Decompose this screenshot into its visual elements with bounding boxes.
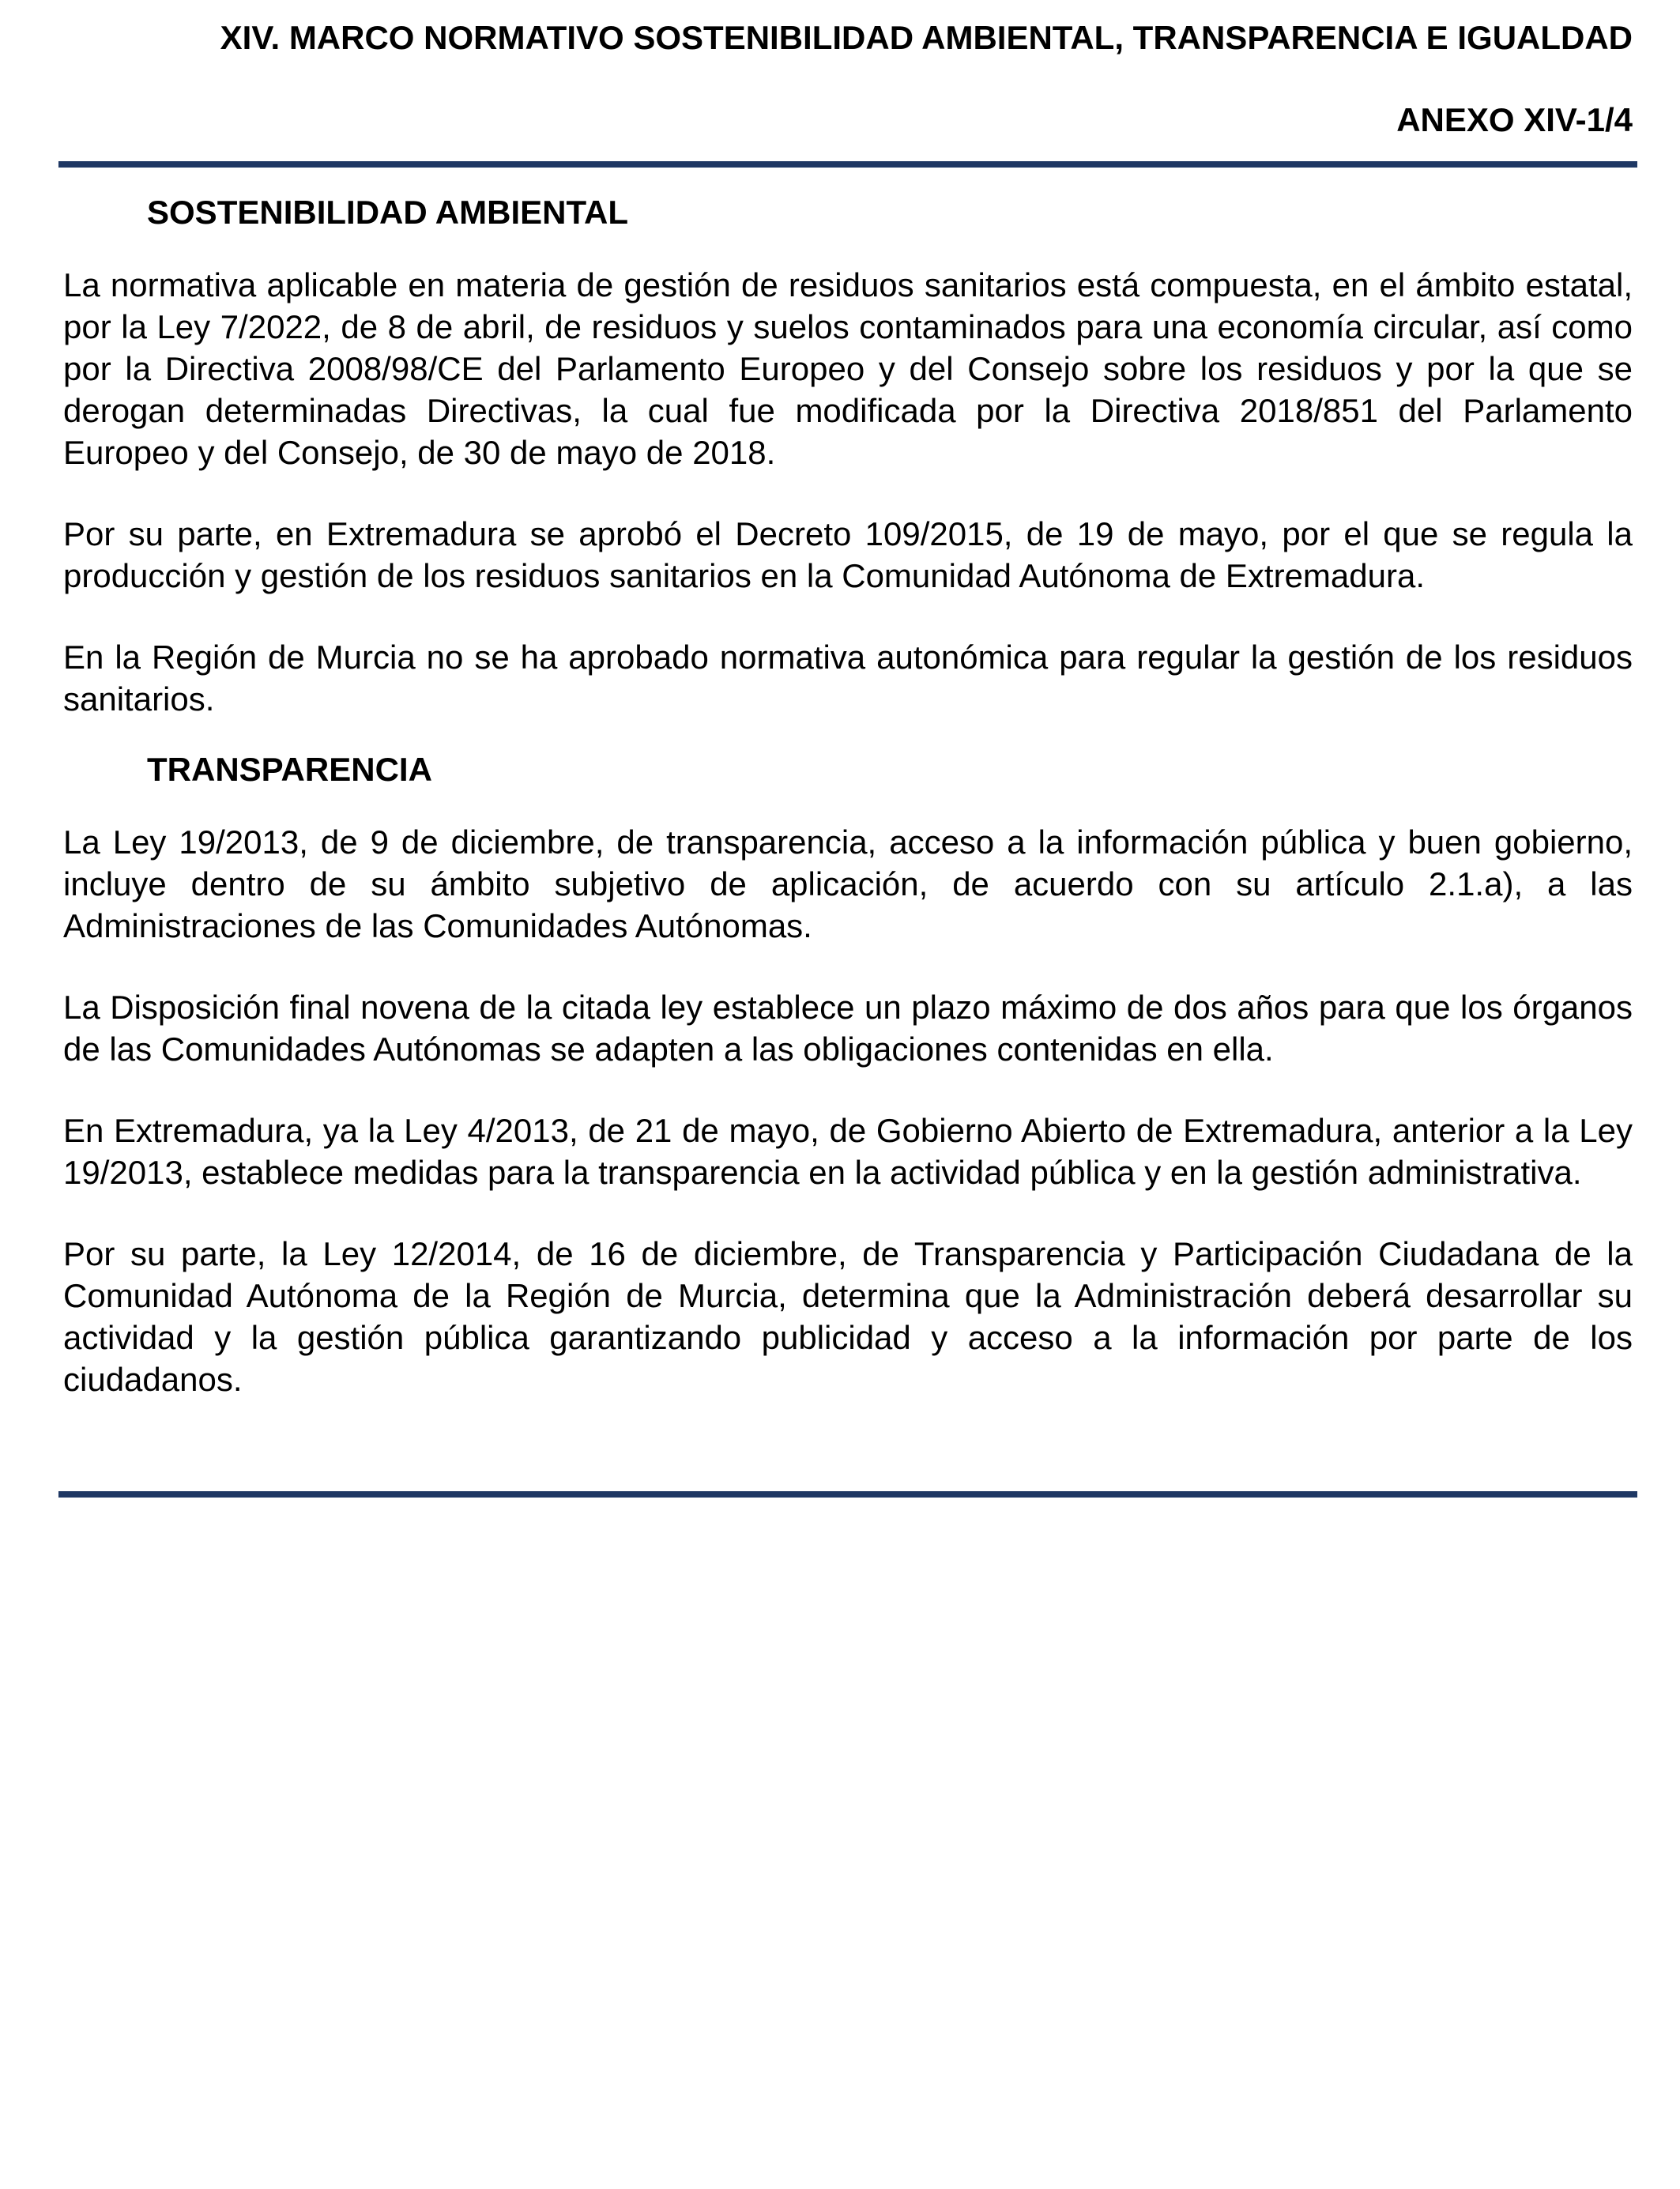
paragraph: En la Región de Murcia no se ha aprobado normativa autonómica para regular la gestión de los residuos sanitarios. <box>63 639 1633 718</box>
section-transparencia <box>63 748 1633 1400</box>
section-heading: SOSTENIBILIDAD AMBIENTAL <box>147 194 628 231</box>
footer-divider <box>58 1491 1637 1498</box>
paragraph: La normativa aplicable en materia de gestión de residuos sanitarios está compuesta, en el ámbito estatal, por la Ley 7/2022, de 8 de abril, de residuos y suelos contaminados para una economía circular, así como por la Directiva 2008/98/CE del Parlamento Europeo y del Consejo sobre los residuos y por la que se derogan determinadas Directivas, la cual fue modificada por la Directiva 2018/851 del Parlamento Europeo y del Consejo, de 30 de mayo de 2018. <box>63 266 1633 471</box>
paragraph: La Ley 19/2013, de 9 de diciembre, de transparencia, acceso a la información pública y buen gobierno, incluye dentro de su ámbito subjetivo de aplicación, de acuerdo con su artículo 2.1.a), a las Administraciones de las Comunidades Autónomas. <box>63 823 1633 944</box>
paragraph: La Disposición final novena de la citada ley establece un plazo máximo de dos años para que los órganos de las Comunidades Autónomas se adapten a las obligaciones contenidas en ella. <box>63 989 1633 1068</box>
page-header-title: XIV. MARCO NORMATIVO SOSTENIBILIDAD AMBIENTAL, TRANSPARENCIA E IGUALDAD <box>220 19 1633 56</box>
paragraph: En Extremadura, ya la Ley 4/2013, de 21 de mayo, de Gobierno Abierto de Extremadura, anterior a la Ley 19/2013, establece medidas para la transparencia en la actividad pública y en la gestión administrativa. <box>63 1112 1633 1191</box>
document-body <box>63 191 1633 1440</box>
annex-label: ANEXO XIV-1/4 <box>1396 101 1633 138</box>
header-divider <box>58 161 1637 168</box>
section-sostenibilidad <box>63 191 1633 720</box>
paragraph: Por su parte, la Ley 12/2014, de 16 de diciembre, de Transparencia y Participación Ciudadana de la Comunidad Autónoma de la Región de Murcia, determina que la Administración deberá desarrollar su actividad y la gestión pública garantizando publicidad y acceso a la información por parte de los ciudadanos. <box>63 1235 1633 1398</box>
paragraph: Por su parte, en Extremadura se aprobó el Decreto 109/2015, de 19 de mayo, por el que se regula la producción y gestión de los residuos sanitarios en la Comunidad Autónoma de Extremadura. <box>63 515 1633 594</box>
section-heading: TRANSPARENCIA <box>147 751 432 788</box>
